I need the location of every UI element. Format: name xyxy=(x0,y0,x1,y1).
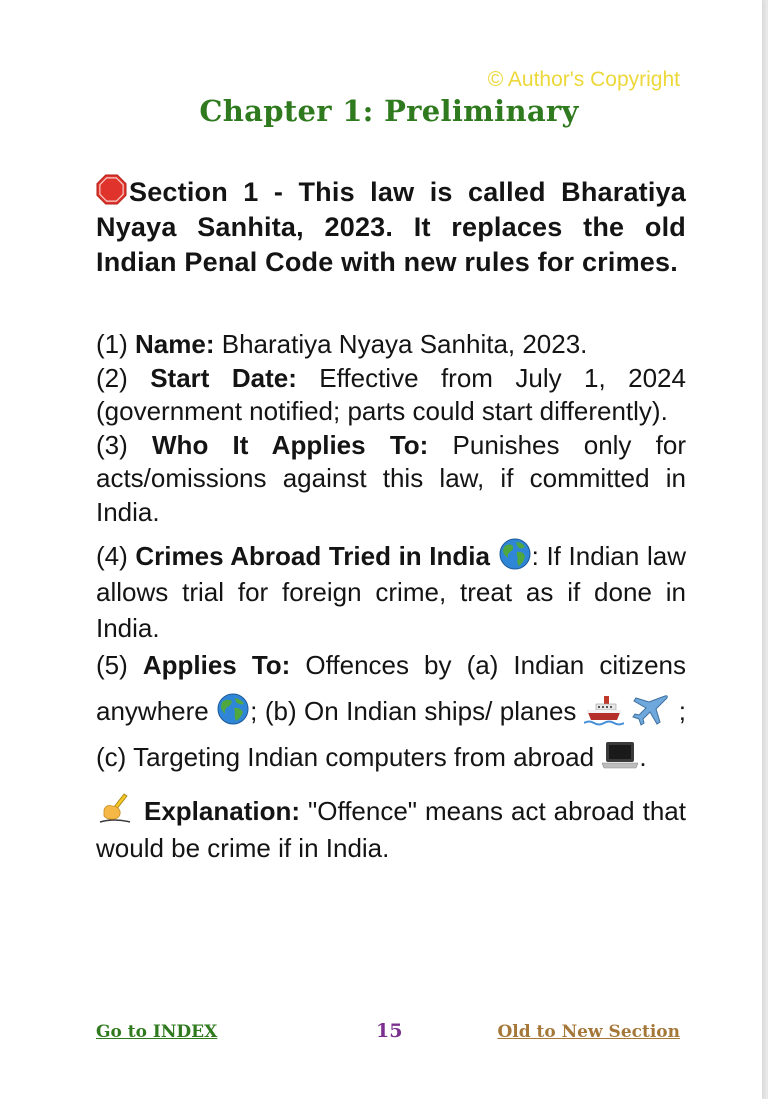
explanation xyxy=(96,792,686,867)
clause-number: (4) xyxy=(96,541,128,571)
clause-text: Punishes only for acts/omissions against this law, if committed in India. xyxy=(96,429,686,527)
chapter-title: Chapter 1: Preliminary xyxy=(199,94,579,128)
clause-number: (2) xyxy=(96,362,128,393)
clause-label: Who It Applies To: xyxy=(152,429,429,460)
clause-number: (5) xyxy=(96,650,128,680)
globe-icon xyxy=(216,692,250,726)
clause-number: (3) xyxy=(96,429,128,460)
explanation-text: "Offence" means act abroad that would be crime if in India. xyxy=(96,796,686,863)
stop-sign-icon xyxy=(96,174,127,205)
clause-text: Bharatiya Nyaya Sanhita, 2023. xyxy=(221,329,588,359)
go-to-index-link[interactable]: Go to INDEX xyxy=(96,1022,218,1042)
explanation-label: Explanation: xyxy=(143,796,300,826)
ship-icon xyxy=(584,694,624,726)
clause-text-part1: Offences by (a) Indian citizens anywhere xyxy=(96,650,687,726)
clause-label: Applies To: xyxy=(142,650,291,680)
clause-text-part4: . xyxy=(639,742,647,772)
clause-number: (1) xyxy=(96,329,128,359)
clause-text-part3: ; (c) Targeting Indian computers from abroad xyxy=(96,696,686,772)
clause-3 xyxy=(96,429,686,530)
laptop-icon xyxy=(601,740,639,772)
clause-text: Effective from July 1, 2024 (government notified; parts could start differently). xyxy=(96,362,686,426)
clause-text: : If Indian law allows trial for foreign crime, treat as if done in India. xyxy=(96,541,686,643)
section-heading xyxy=(96,174,686,280)
copyright-notice: © Author's Copyright xyxy=(487,68,680,91)
globe-icon xyxy=(498,537,532,571)
clause-label: Start Date: xyxy=(150,362,297,393)
section-heading-text: Section 1 - This law is called Bharatiya Nyaya Sanhita, 2023. It replaces the old Indian Penal Code with new rules for crimes. xyxy=(96,177,686,277)
clause-2 xyxy=(96,362,686,429)
writing-hand-icon xyxy=(96,792,136,826)
clause-label: Name: xyxy=(135,329,215,359)
clause-4 xyxy=(96,537,686,646)
airplane-icon xyxy=(631,692,671,726)
clause-5 xyxy=(96,642,686,780)
page-number: 15 xyxy=(376,1020,403,1042)
page-content xyxy=(96,174,686,893)
clause-text-part2: ; (b) On Indian ships/ planes xyxy=(250,696,577,726)
clause-label: Crimes Abroad Tried in India xyxy=(135,541,490,571)
clause-list xyxy=(96,328,686,780)
clause-1 xyxy=(96,328,686,362)
old-to-new-section-link[interactable]: Old to New Section xyxy=(497,1022,680,1042)
